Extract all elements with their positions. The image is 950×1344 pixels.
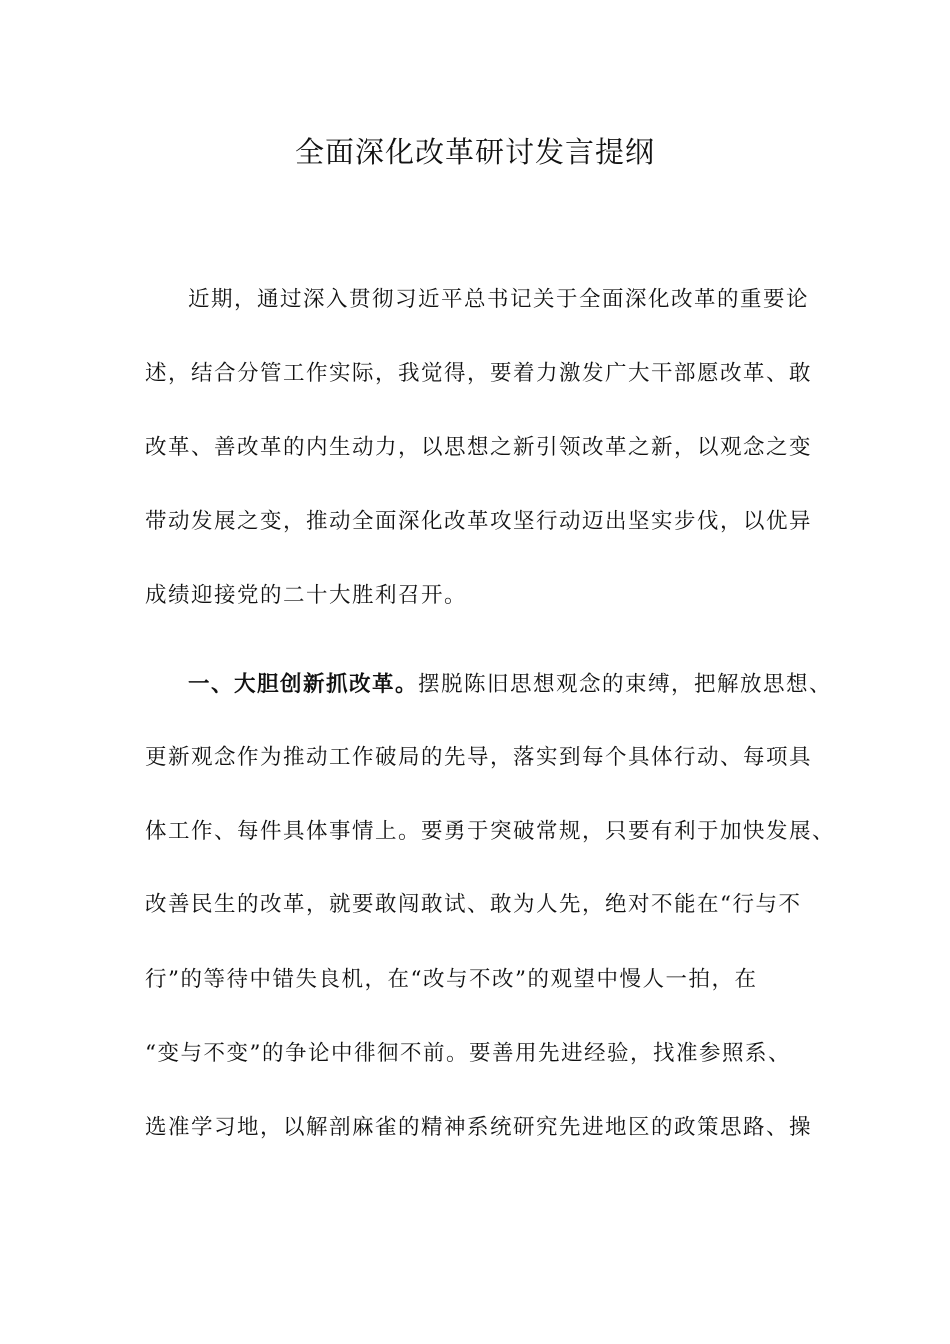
paragraph-line-rest: 摆脱陈旧思想观念的束缚，把解放思想、 bbox=[418, 672, 833, 697]
paragraph-line: 改善民生的改革，就要敢闯敢试、敢为人先，绝对不能在“行与不 bbox=[145, 892, 802, 917]
paragraph-line: “变与不变”的争论中徘徊不前。要善用先进经验，找准参照系、 bbox=[145, 1041, 791, 1066]
paragraph-line: 带动发展之变，推动全面深化改革攻坚行动迈出坚实步伐，以优异 bbox=[145, 509, 813, 534]
paragraph-line: 成绩迎接党的二十大胜利召开。 bbox=[145, 583, 468, 608]
paragraph-line: 改革、善改革的内生动力，以思想之新引领改革之新，以观念之变 bbox=[145, 435, 813, 460]
document-title: 全面深化改革研讨发言提纲 bbox=[294, 135, 655, 169]
paragraph-line: 行”的等待中错失良机，在“改与不改”的观望中慢人一拍，在 bbox=[145, 967, 758, 992]
paragraph-line: 更新观念作为推动工作破局的先导，落实到每个具体行动、每项具 bbox=[145, 745, 813, 770]
paragraph-line: 体工作、每件具体事情上。要勇于突破常规，只要有利于加快发展、 bbox=[145, 819, 836, 844]
paragraph-line: 选准学习地，以解剖麻雀的精神系统研究先进地区的政策思路、操 bbox=[145, 1115, 813, 1140]
paragraph-line: 近期，通过深入贯彻习近平总书记关于全面深化改革的重要论 bbox=[188, 287, 810, 312]
section-heading: 一、大胆创新抓改革。 bbox=[188, 672, 419, 697]
paragraph-first-line bbox=[188, 665, 832, 705]
paragraph-line: 述，结合分管工作实际，我觉得，要着力激发广大干部愿改革、敢 bbox=[145, 361, 813, 386]
